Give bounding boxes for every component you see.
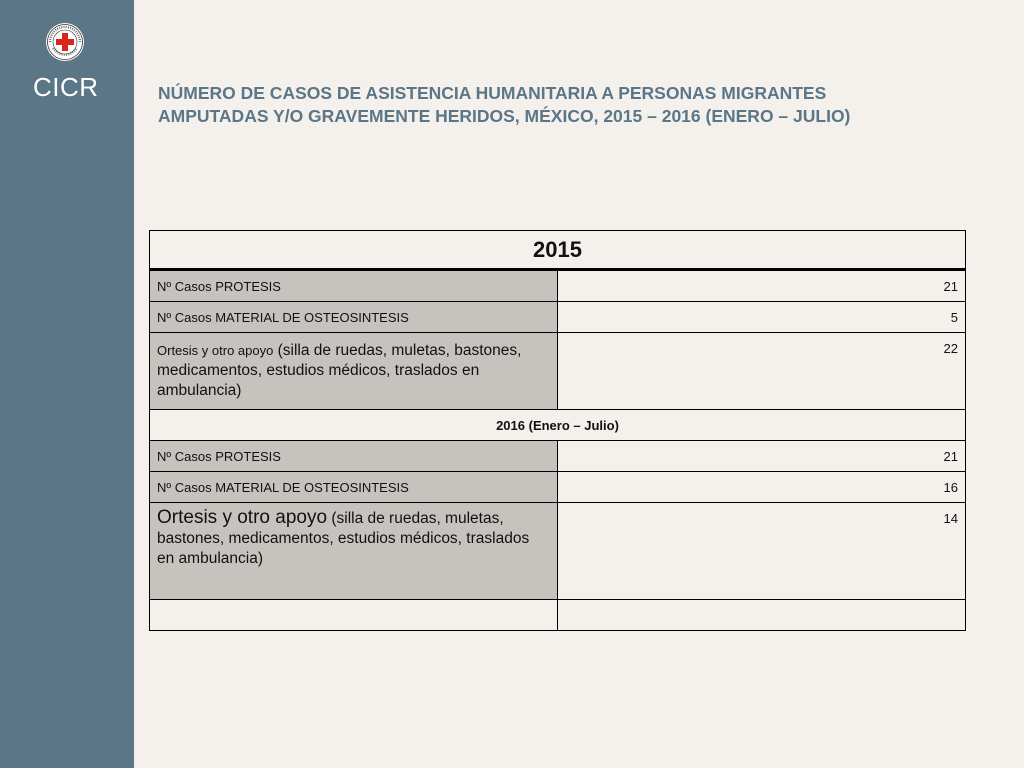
table-row [150, 441, 966, 472]
table-row [150, 270, 966, 302]
table-row [150, 302, 966, 333]
red-cross-emblem-icon [45, 22, 85, 62]
row-value: 16 [558, 472, 966, 503]
row-value: 5 [558, 302, 966, 333]
org-name: CICR [33, 72, 99, 102]
row-label: Nº Casos MATERIAL DE OSTEOSINTESIS [150, 472, 558, 503]
row-label [150, 333, 558, 410]
row-label [150, 503, 558, 600]
table-row-empty [150, 600, 966, 631]
row-label: Nº Casos MATERIAL DE OSTEOSINTESIS [150, 302, 558, 333]
label-rest: (silla de ruedas, muletas, bastones, medicamentos, estudios médicos, traslados en ambulancia) [157, 510, 530, 567]
title-line-1: NÚMERO DE CASOS DE ASISTENCIA HUMANITARIA A PERSONAS MIGRANTES [158, 83, 827, 103]
label-small: Ortesis y otro apoyo [157, 343, 274, 358]
table-row [150, 333, 966, 410]
empty-cell [150, 600, 558, 631]
cases-table [149, 230, 966, 631]
label-rest: (silla de ruedas, muletas, bastones, medicamentos, estudios médicos, traslados en ambulancia) [157, 342, 522, 399]
row-label: Nº Casos PROTESIS [150, 270, 558, 302]
row-value: 14 [558, 503, 966, 600]
row-label: Nº Casos PROTESIS [150, 441, 558, 472]
row-value: 21 [558, 270, 966, 302]
row-value: 21 [558, 441, 966, 472]
title-line-2: AMPUTADAS Y/O GRAVEMENTE HERIDOS, MÉXICO, 2015 – 2016 (ENERO – JULIO) [158, 106, 851, 126]
empty-cell [558, 600, 966, 631]
header-2015: 2015 [150, 231, 966, 270]
table-row [150, 472, 966, 503]
page-title [158, 82, 998, 128]
header-2016: 2016 (Enero – Julio) [150, 410, 966, 441]
row-value: 22 [558, 333, 966, 410]
label-big: Ortesis y otro apoyo [157, 507, 328, 528]
sidebar [0, 0, 134, 768]
table-row [150, 503, 966, 600]
